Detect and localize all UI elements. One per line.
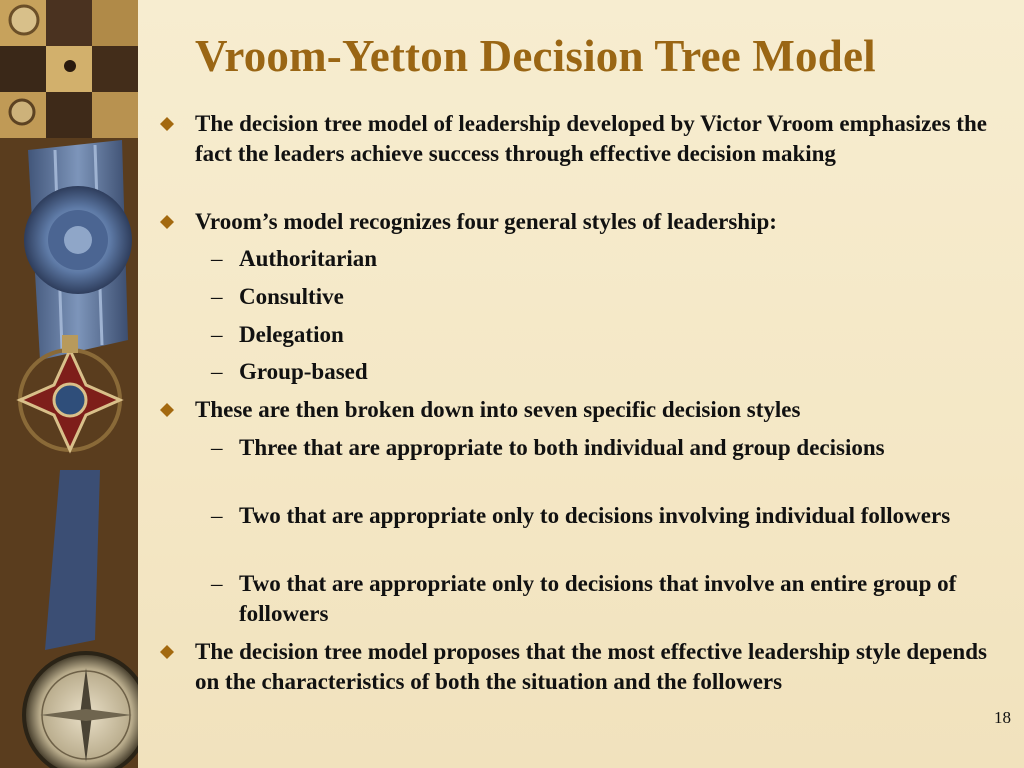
sub-bullet-item: Two that are appropriate only to decisions that involve an entire group of followers	[239, 571, 957, 626]
bullet-item: These are then broken down into seven specific decision styles	[195, 397, 801, 422]
bullet-item: Vroom’s model recognizes four general styles of leadership:	[195, 209, 777, 234]
dash-marker: –	[211, 571, 223, 596]
dash-marker: –	[211, 503, 223, 528]
dash-marker: –	[211, 322, 223, 347]
sub-bullet-item: Two that are appropriate only to decisions involving individual followers	[239, 503, 951, 528]
diamond-icon	[160, 645, 174, 659]
page-number: 18	[994, 708, 1011, 727]
diamond-icon	[160, 117, 174, 131]
medal-compass-image	[0, 0, 138, 768]
bullet-item: The decision tree model of leadership developed by Victor Vroom emphasizes the fact the leaders achieve success through effective decision making	[195, 111, 987, 166]
bullet-item: The decision tree model proposes that the most effective leadership style depends on the characteristics of both the situation and the followers	[195, 639, 987, 694]
sub-bullet-item: Group-based	[239, 359, 368, 384]
dash-marker: –	[211, 284, 223, 309]
sub-bullet-item: Delegation	[239, 322, 344, 347]
slide-title: Vroom-Yetton Decision Tree Model	[195, 31, 876, 81]
dash-marker: –	[211, 435, 223, 460]
diamond-icon	[160, 215, 174, 229]
sub-bullet-item: Three that are appropriate to both individual and group decisions	[239, 435, 885, 460]
sub-bullet-item: Authoritarian	[239, 246, 377, 271]
dash-marker: –	[211, 359, 223, 384]
dash-marker: –	[211, 246, 223, 271]
sub-bullet-item: Consultive	[239, 284, 344, 309]
diamond-icon	[160, 403, 174, 417]
